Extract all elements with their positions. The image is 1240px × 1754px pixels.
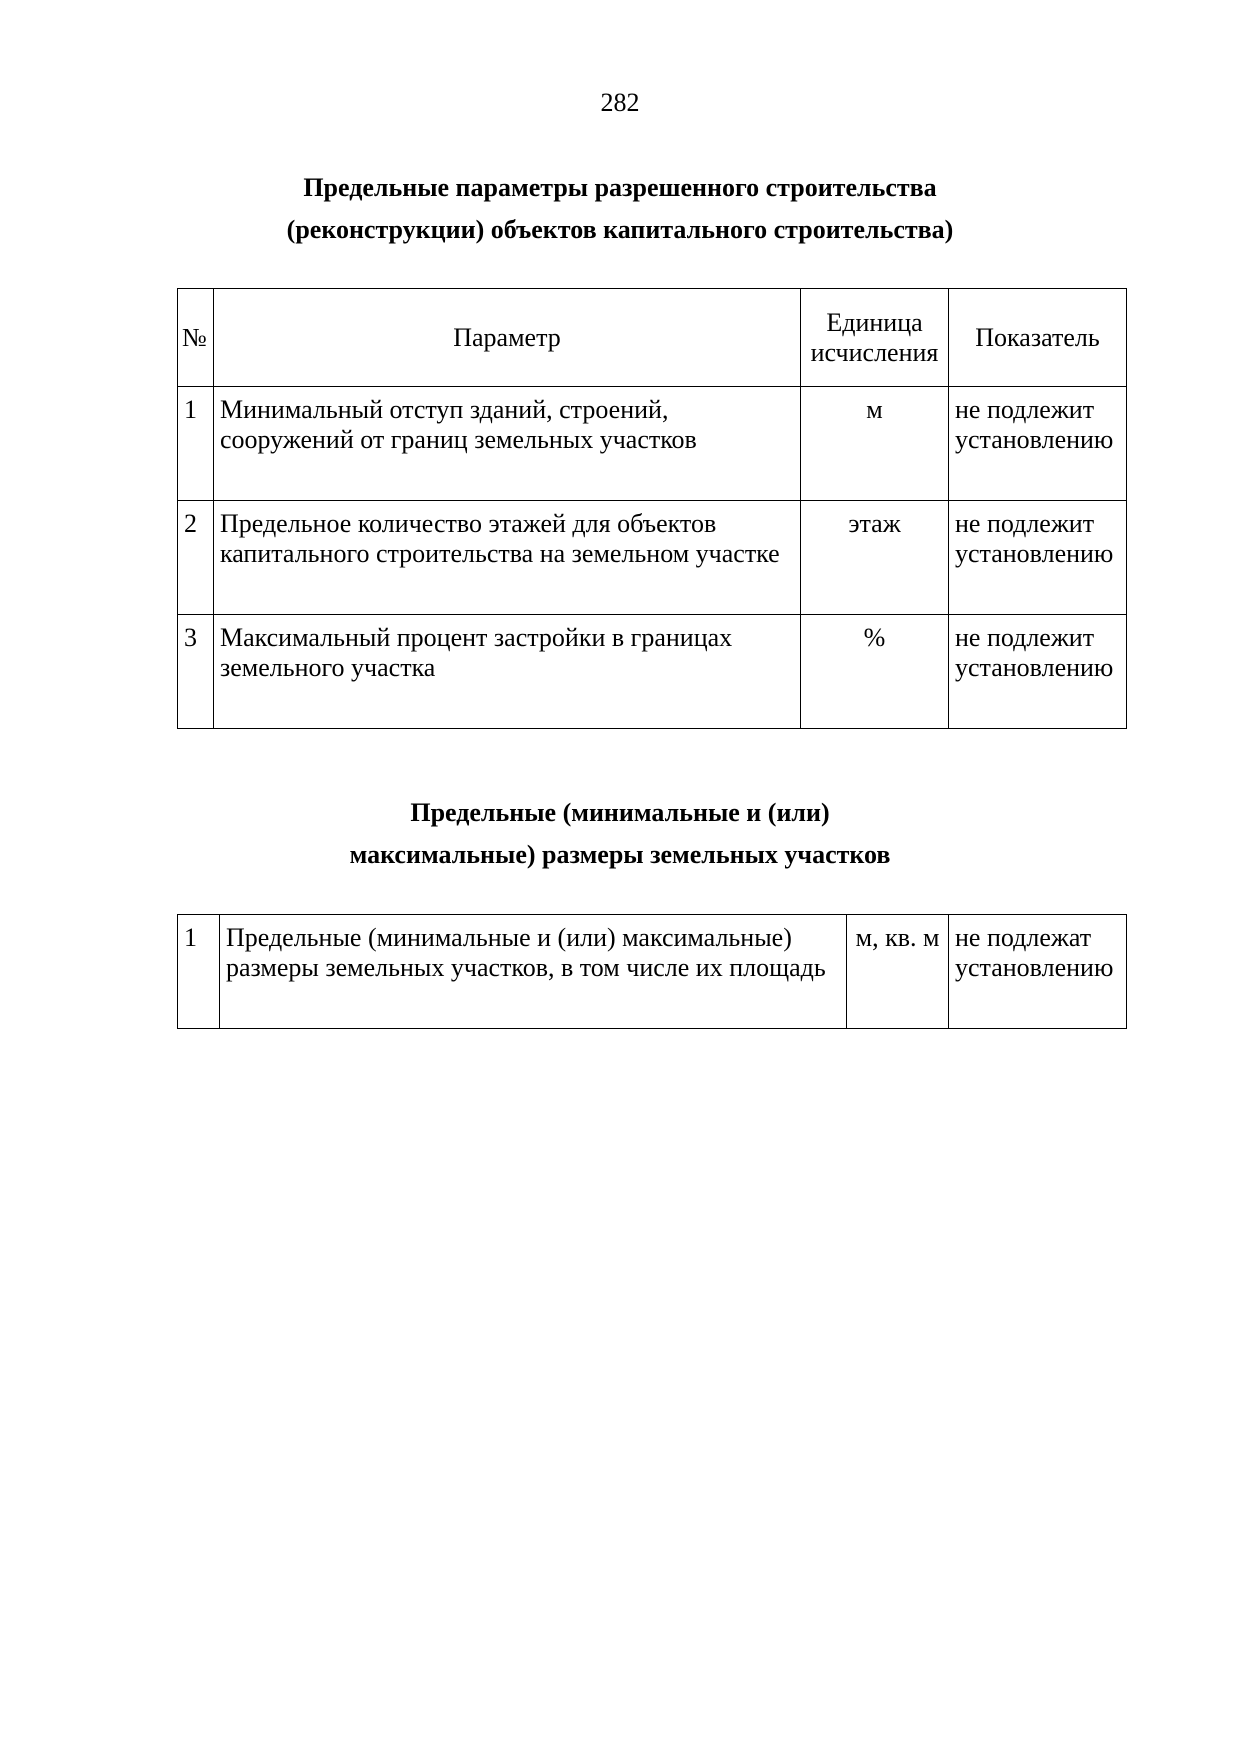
header-unit: Единица исчисления: [801, 289, 949, 387]
row-unit: этаж: [801, 501, 949, 615]
row-num: 2: [178, 501, 214, 615]
row-unit: м, кв. м: [847, 915, 949, 1029]
row-value: не подлежат установлению: [949, 915, 1127, 1029]
row-num: 3: [178, 615, 214, 729]
table-row: [178, 387, 1127, 501]
page-number: 282: [600, 88, 640, 117]
row-param: Предельное количество этажей для объектов капитального строительства на земельном участке: [213, 501, 800, 615]
title-line: Предельные параметры разрешенного строительства: [303, 173, 937, 202]
row-value: не подлежит установлению: [948, 387, 1126, 501]
row-param: Минимальный отступ зданий, строений, сооружений от границ земельных участков: [213, 387, 800, 501]
row-num: 1: [178, 915, 220, 1029]
table-row: [178, 915, 1127, 1029]
table-row: [178, 501, 1127, 615]
header-num: №: [178, 289, 214, 387]
row-value: не подлежит установлению: [948, 615, 1126, 729]
header-value: Показатель: [948, 289, 1126, 387]
row-num: 1: [178, 387, 214, 501]
table-header-row: [178, 289, 1127, 387]
row-unit: %: [801, 615, 949, 729]
row-param: Максимальный процент застройки в границах земельного участка: [213, 615, 800, 729]
row-unit: м: [801, 387, 949, 501]
section1-title: [0, 167, 1240, 251]
header-param: Параметр: [213, 289, 800, 387]
section2-title: [0, 792, 1240, 876]
table-row: [178, 615, 1127, 729]
parameters-table: [177, 288, 1127, 729]
title-line: (реконструкции) объектов капитального строительства): [286, 215, 954, 244]
row-param: Предельные (минимальные и (или) максимальные) размеры земельных участков, в том числе их площадь: [219, 915, 846, 1029]
title-line: Предельные (минимальные и (или): [410, 798, 830, 827]
row-value: не подлежит установлению: [948, 501, 1126, 615]
land-plot-sizes-table: [177, 914, 1127, 1029]
title-line: максимальные) размеры земельных участков: [349, 840, 891, 869]
